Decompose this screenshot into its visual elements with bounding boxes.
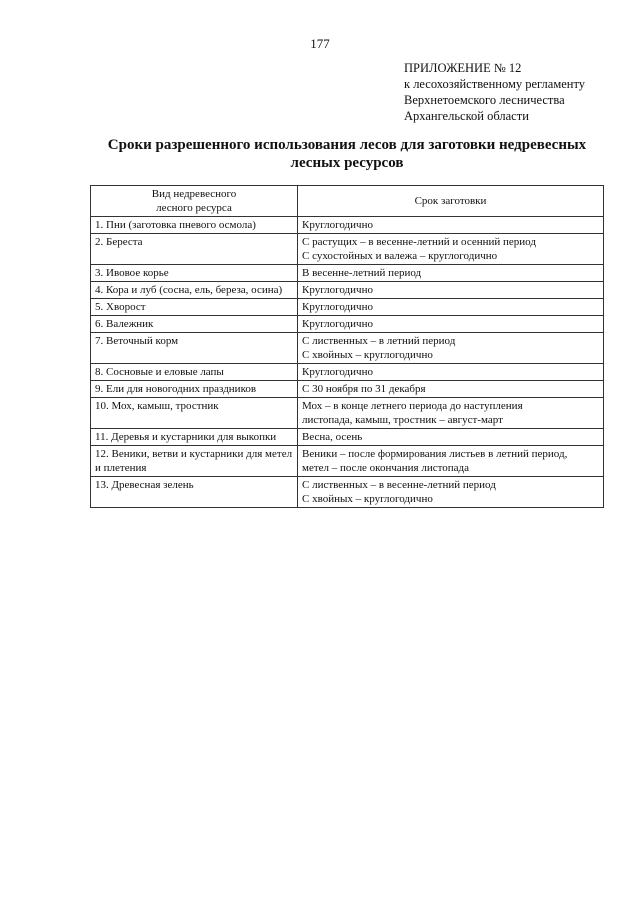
resource-name: 6. Валежник	[95, 318, 154, 330]
resource-cell	[91, 364, 298, 381]
table-row	[91, 477, 604, 508]
resource-name: 7. Веточный корм	[95, 335, 179, 347]
term-line: Веники – после формирования листьев в летний период,	[302, 448, 568, 460]
resource-cell	[91, 429, 298, 446]
resource-cell	[91, 265, 298, 282]
table-body	[91, 217, 604, 508]
resource-name: 10. Мох, камыш, тростник	[95, 400, 219, 412]
header-text: лесного ресурса	[156, 202, 232, 214]
term-cell	[298, 333, 604, 364]
term-cell	[298, 234, 604, 265]
table-row	[91, 265, 604, 282]
resource-cell	[91, 398, 298, 429]
resource-cell	[91, 477, 298, 508]
term-line: С 30 ноября по 31 декабря	[302, 383, 426, 395]
term-line: Круглогодично	[302, 318, 373, 330]
term-cell	[298, 381, 604, 398]
term-line: С сухостойных и валежа – круглогодично	[302, 250, 498, 262]
resource-cell	[91, 316, 298, 333]
resource-cell	[91, 234, 298, 265]
term-cell	[298, 364, 604, 381]
table-row	[91, 381, 604, 398]
title-line: лесных ресурсов	[290, 155, 404, 171]
resource-cell	[91, 381, 298, 398]
resource-name: 11. Деревья и кустарники для выкопки	[95, 431, 277, 443]
term-cell	[298, 477, 604, 508]
table-header-row	[91, 186, 604, 217]
term-line: Весна, осень	[302, 431, 363, 443]
resource-name: 9. Ели для новогодних праздников	[95, 383, 257, 395]
term-cell	[298, 265, 604, 282]
resource-cell	[91, 299, 298, 316]
table-row	[91, 299, 604, 316]
table-row	[91, 234, 604, 265]
resource-name: 8. Сосновые и еловые лапы	[95, 366, 224, 378]
term-cell	[298, 282, 604, 299]
resource-name: 13. Древесная зелень	[95, 479, 194, 491]
resource-cell	[91, 333, 298, 364]
table-row	[91, 364, 604, 381]
term-line: С хвойных – круглогодично	[302, 349, 433, 361]
header-text: Вид недревесного	[151, 188, 237, 200]
resource-cell	[91, 282, 298, 299]
term-cell	[298, 429, 604, 446]
appendix-block	[404, 60, 585, 124]
term-cell	[298, 299, 604, 316]
appendix-line: ПРИЛОЖЕНИЕ № 12	[404, 61, 522, 75]
term-line: С лиственных – в летний период	[302, 335, 456, 347]
table-row	[91, 429, 604, 446]
term-line: листопада, камыш, тростник – август-март	[302, 414, 503, 426]
term-line: Круглогодично	[302, 284, 373, 296]
table-row	[91, 398, 604, 429]
term-cell	[298, 398, 604, 429]
appendix-line: к лесохозяйственному регламенту	[404, 77, 586, 91]
resource-name: 12. Веники, ветви и кустарники для метел и плетения	[95, 448, 293, 474]
table-row	[91, 333, 604, 364]
term-line: С растущих – в весенне-летний и осенний период	[302, 236, 536, 248]
resource-cell	[91, 217, 298, 234]
resources-table	[90, 185, 604, 508]
term-cell	[298, 217, 604, 234]
resource-name: 2. Береста	[95, 236, 143, 248]
resource-name: 4. Кора и луб (сосна, ель, береза, осина)	[95, 284, 283, 296]
term-line: Круглогодично	[302, 301, 373, 313]
term-line: Мох – в конце летнего периода до наступления	[302, 400, 523, 412]
header-resource-type	[91, 186, 298, 217]
appendix-line: Архангельской области	[404, 109, 529, 123]
term-line: метел – после окончания листопада	[302, 462, 470, 474]
header-harvest-term: Срок заготовки	[298, 186, 604, 217]
term-cell	[298, 316, 604, 333]
term-line: В весенне-летний период	[302, 267, 422, 279]
term-cell	[298, 446, 604, 477]
term-line: Круглогодично	[302, 366, 373, 378]
table-row	[91, 217, 604, 234]
document-title	[90, 136, 604, 172]
resource-name: 3. Ивовое корье	[95, 267, 169, 279]
resource-cell	[91, 446, 298, 477]
appendix-line: Верхнетоемского лесничества	[404, 93, 565, 107]
resource-name: 1. Пни (заготовка пневого осмола)	[95, 219, 256, 231]
title-line: Сроки разрешенного использования лесов для заготовки недревесных	[107, 137, 587, 153]
table-row	[91, 316, 604, 333]
term-line: С хвойных – круглогодично	[302, 493, 433, 505]
table-row	[91, 282, 604, 299]
page-number: 177	[310, 36, 330, 51]
table-row	[91, 446, 604, 477]
resource-name: 5. Хворост	[95, 301, 146, 313]
term-line: Круглогодично	[302, 219, 373, 231]
term-line: С лиственных – в весенне-летний период	[302, 479, 496, 491]
